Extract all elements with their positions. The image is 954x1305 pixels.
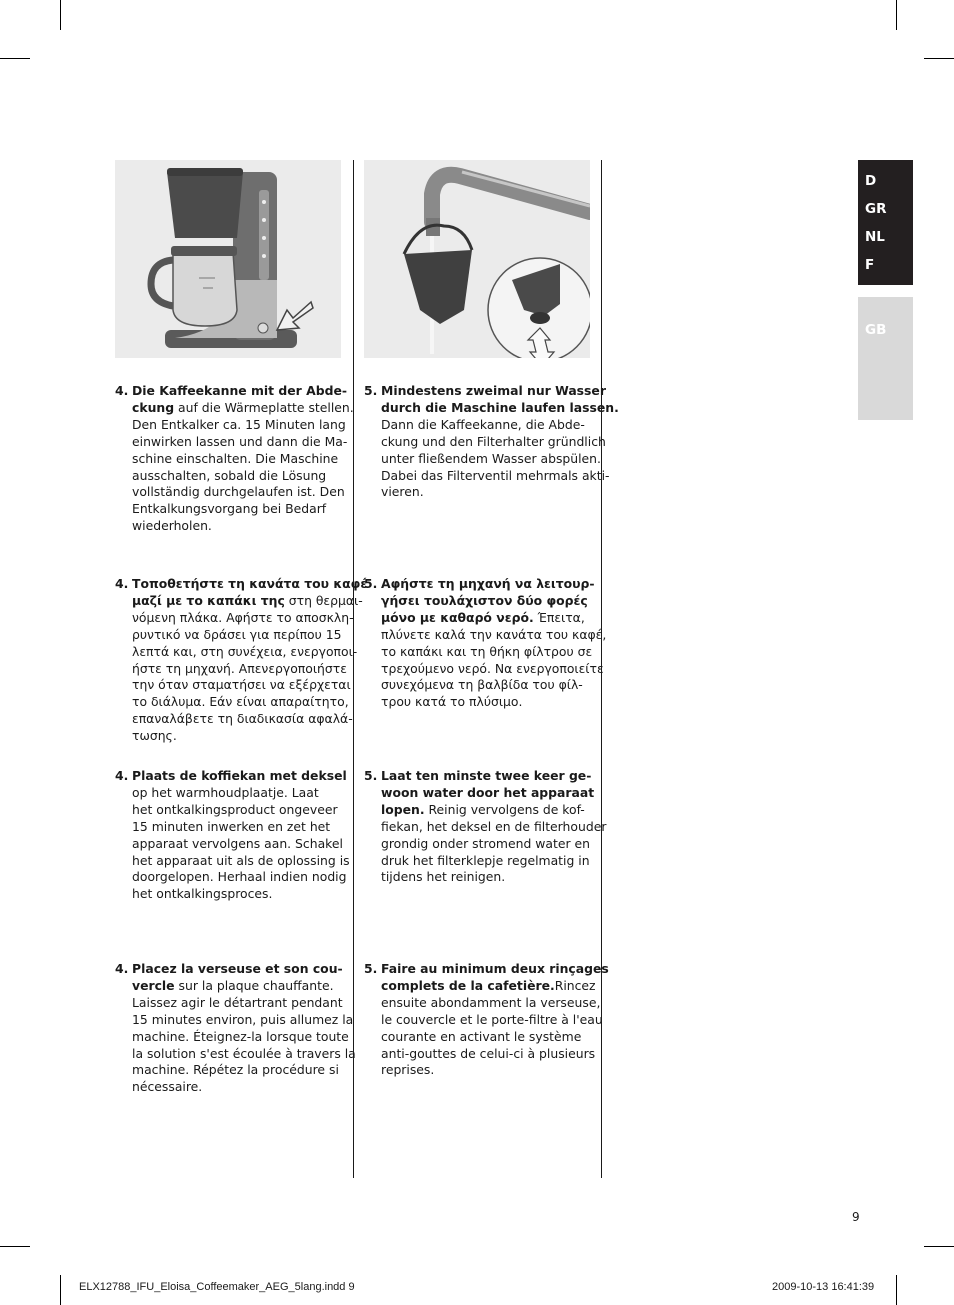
crop-mark xyxy=(0,58,30,59)
slug-filename: ELX12788_IFU_Eloisa_Coffeemaker_AEG_5lang.indd 9 xyxy=(79,1281,355,1293)
text-line: Placez la verseuse et son cou- xyxy=(132,961,343,976)
tab-lang-gr[interactable]: GR xyxy=(865,201,887,217)
text-line: Laissez agir le détartrant pendant xyxy=(132,994,343,1010)
text-line: την όταν σταματήσει να εξέρχεται xyxy=(132,677,351,693)
text-line: op het warmhoudplaatje. Laat xyxy=(132,784,319,800)
text-line: μόνο με καθαρό νερό. Έπειτα, xyxy=(381,609,585,625)
text-line: 15 minutes environ, puis allumez la xyxy=(132,1011,354,1027)
text-line: ensuite abondamment la verseuse, xyxy=(381,994,601,1010)
text-line: 15 minuten inwerken en zet het xyxy=(132,818,331,834)
text-line: πλύνετε καλά την κανάτα του καφέ, xyxy=(381,626,607,642)
text-line: complets de la cafetière.Rincez xyxy=(381,977,596,993)
step-text xyxy=(381,768,606,886)
tab-lang-f[interactable]: F xyxy=(865,257,875,273)
text-line: grondig onder stromend water en xyxy=(381,835,590,851)
text-line: επαναλάβετε τη διαδικασία αφαλά- xyxy=(132,711,353,727)
step-text xyxy=(381,576,606,711)
text-line: τρου κατά το πλύσιμο. xyxy=(381,694,523,710)
text-line: anti-gouttes de celui-ci à plusieurs xyxy=(381,1045,596,1061)
text-line: ausschalten, sobald die Lösung xyxy=(132,467,327,483)
text-line: το καπάκι και τη θήκη φίλτρου σε xyxy=(381,643,593,659)
figure-coffee-maker xyxy=(115,160,341,358)
text-line: le couvercle et le porte-filtre à l'eau xyxy=(381,1011,603,1027)
text-line: Laat ten minste twee keer ge- xyxy=(381,768,592,783)
figure-faucet-rinse xyxy=(364,160,590,358)
text-line: het ontkalkingsproduct ongeveer xyxy=(132,801,338,817)
text-line: durch die Maschine laufen lassen. xyxy=(381,399,619,415)
text-line: vieren. xyxy=(381,484,424,500)
crop-mark xyxy=(924,1246,954,1247)
text-line: το διάλυμα. Εάν είναι απαραίτητο, xyxy=(132,694,349,710)
crop-mark xyxy=(60,0,61,30)
text-line: ήστε τη μηχανή. Απενεργοποιήστε xyxy=(132,660,347,676)
step-text xyxy=(381,383,619,501)
text-line: unter fließendem Wasser abspülen. xyxy=(381,450,601,466)
step-number: 4. xyxy=(115,576,129,591)
text-line: vollständig durchgelaufen ist. Den xyxy=(132,484,345,500)
text-line: Faire au minimum deux rinçages xyxy=(381,961,609,976)
text-line: Die Kaffeekanne mit der Abde- xyxy=(132,383,347,398)
language-tabs-active xyxy=(858,160,913,285)
text-line: doorgelopen. Herhaal indien nodig xyxy=(132,869,347,885)
step-text xyxy=(132,576,367,745)
text-line: machine. Éteignez-la lorsque toute xyxy=(132,1028,349,1044)
crop-mark xyxy=(896,1275,897,1305)
step-number: 4. xyxy=(115,768,129,783)
text-line: λεπτά και, στη συνέχεια, ενεργοποι- xyxy=(132,643,358,659)
crop-mark xyxy=(0,1246,30,1247)
step-text xyxy=(381,961,609,1079)
text-line: la solution s'est écoulée à travers la xyxy=(132,1045,356,1061)
text-line: vercle sur la plaque chauffante. xyxy=(132,977,334,993)
step-number: 5. xyxy=(364,383,378,398)
crop-mark xyxy=(60,1275,61,1305)
crop-mark xyxy=(896,0,897,30)
text-line: Plaats de koffiekan met deksel xyxy=(132,768,347,783)
text-line: het ontkalkingsproces. xyxy=(132,886,273,902)
step-text xyxy=(132,768,350,903)
text-line: νόμενη πλάκα. Αφήστε το αποσκλη- xyxy=(132,609,354,625)
page-number: 9 xyxy=(852,1210,860,1224)
text-line: συνεχόμενα τη βαλβίδα του φίλ- xyxy=(381,677,583,693)
text-line: ckung auf die Wärmeplatte stellen. xyxy=(132,399,354,415)
text-line: het apparaat uit als de oplossing is xyxy=(132,852,350,868)
text-line: fiekan, het deksel en de filterhouder xyxy=(381,818,607,834)
text-line: courante en activant le système xyxy=(381,1028,582,1044)
step-text xyxy=(132,961,356,1096)
text-line: tijdens het reinigen. xyxy=(381,869,506,885)
text-line: druk het filterklepje regelmatig in xyxy=(381,852,590,868)
text-line: lopen. Reinig vervolgens de kof- xyxy=(381,801,585,817)
text-line: Den Entkalker ca. 15 Minuten lang xyxy=(132,416,346,432)
language-tabs-inactive xyxy=(858,297,913,420)
text-line: τρεχούμενο νερό. Να ενεργοποιείτε xyxy=(381,660,604,676)
text-line: apparaat vervolgens aan. Schakel xyxy=(132,835,343,851)
language-tabs xyxy=(858,160,913,420)
step-number: 5. xyxy=(364,768,378,783)
tab-lang-d[interactable]: D xyxy=(865,173,877,189)
text-line: woon water door het apparaat xyxy=(381,784,595,800)
step-number: 4. xyxy=(115,383,129,398)
tab-lang-gb[interactable]: GB xyxy=(865,322,887,338)
text-line: Entkalkungsvorgang bei Bedarf xyxy=(132,501,327,517)
slug-timestamp: 2009-10-13 16:41:39 xyxy=(772,1281,875,1293)
text-line: ρυντικό να δράσει για περίπου 15 xyxy=(132,626,342,642)
text-line: nécessaire. xyxy=(132,1079,203,1095)
text-line: Mindestens zweimal nur Wasser xyxy=(381,383,606,398)
text-line: γήσει τουλάχιστον δύο φορές xyxy=(381,592,588,608)
step-number: 5. xyxy=(364,576,378,591)
text-line: einwirken lassen und dann die Ma- xyxy=(132,433,348,449)
step-number: 4. xyxy=(115,961,129,976)
text-line: Dabei das Filterventil mehrmals akti- xyxy=(381,467,610,483)
text-line: machine. Répétez la procédure si xyxy=(132,1062,339,1078)
text-line: Αφήστε τη μηχανή να λειτουρ- xyxy=(381,576,595,591)
step-number: 5. xyxy=(364,961,378,976)
tab-lang-nl[interactable]: NL xyxy=(865,229,885,245)
coffee-maker-illustration-icon xyxy=(115,160,341,358)
crop-mark xyxy=(924,58,954,59)
text-line: Τοποθετήστε τη κανάτα του καφέ xyxy=(132,576,368,591)
step-text xyxy=(132,383,354,535)
text-line: wiederholen. xyxy=(132,518,212,534)
text-line: reprises. xyxy=(381,1062,435,1078)
text-line: Dann die Kaffeekanne, die Abde- xyxy=(381,416,585,432)
text-line: ckung und den Filterhalter gründlich xyxy=(381,433,606,449)
text-line: schine einschalten. Die Maschine xyxy=(132,450,339,466)
text-line: τωσης. xyxy=(132,728,177,744)
text-line: μαζί με το καπάκι της στη θερμαι- xyxy=(132,592,363,608)
faucet-rinse-illustration-icon xyxy=(364,160,590,358)
